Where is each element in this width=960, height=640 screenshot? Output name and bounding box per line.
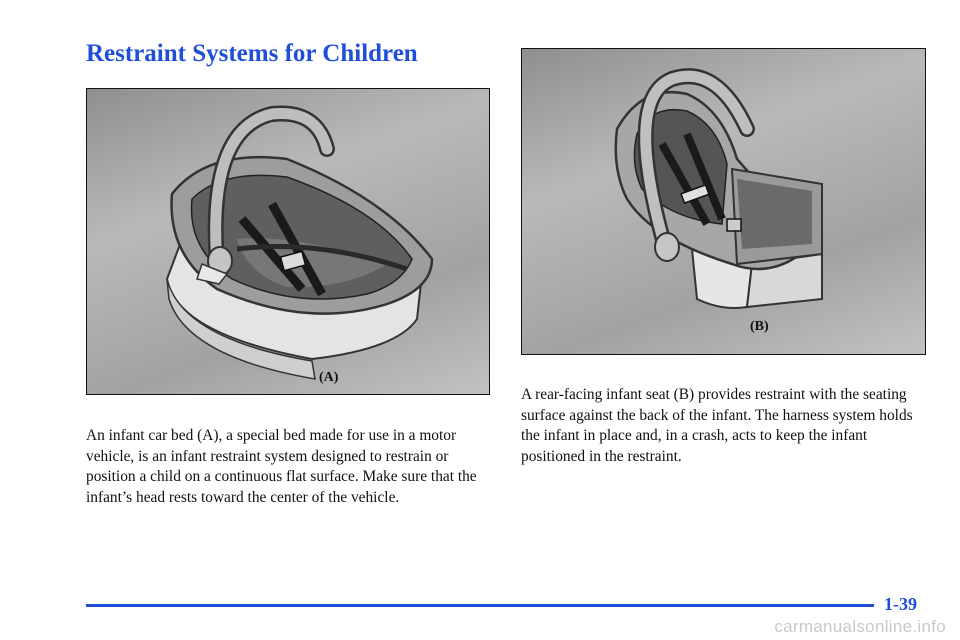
infant-car-bed-illustration xyxy=(87,89,490,395)
infant-seat-illustration xyxy=(522,49,926,355)
paragraph-rear-facing-infant-seat: A rear-facing infant seat (B) provides restraint with the seating surface against the back of the infant. The harness system holds the infant in place and, in a crash, acts to keep the infant positioned in the restraint. xyxy=(521,386,913,465)
footer-divider xyxy=(86,604,874,607)
page-title: Restraint Systems for Children xyxy=(86,40,418,67)
figure-label-b: (B) xyxy=(750,319,769,334)
paragraph-infant-car-bed: An infant car bed (A), a special bed made for use in a motor vehicle, is an infant restraint system designed to restrain or position a child on a continuous flat surface. Make sure that the infant’s head rests toward the center of the vehicle. xyxy=(86,427,477,506)
figure-infant-car-bed xyxy=(86,88,490,395)
figure-label-a: (A) xyxy=(319,370,339,385)
page-number: 1-39 xyxy=(884,594,917,614)
figure-rear-facing-infant-seat xyxy=(521,48,926,355)
site-watermark: carmanualsonline.info xyxy=(774,617,946,636)
